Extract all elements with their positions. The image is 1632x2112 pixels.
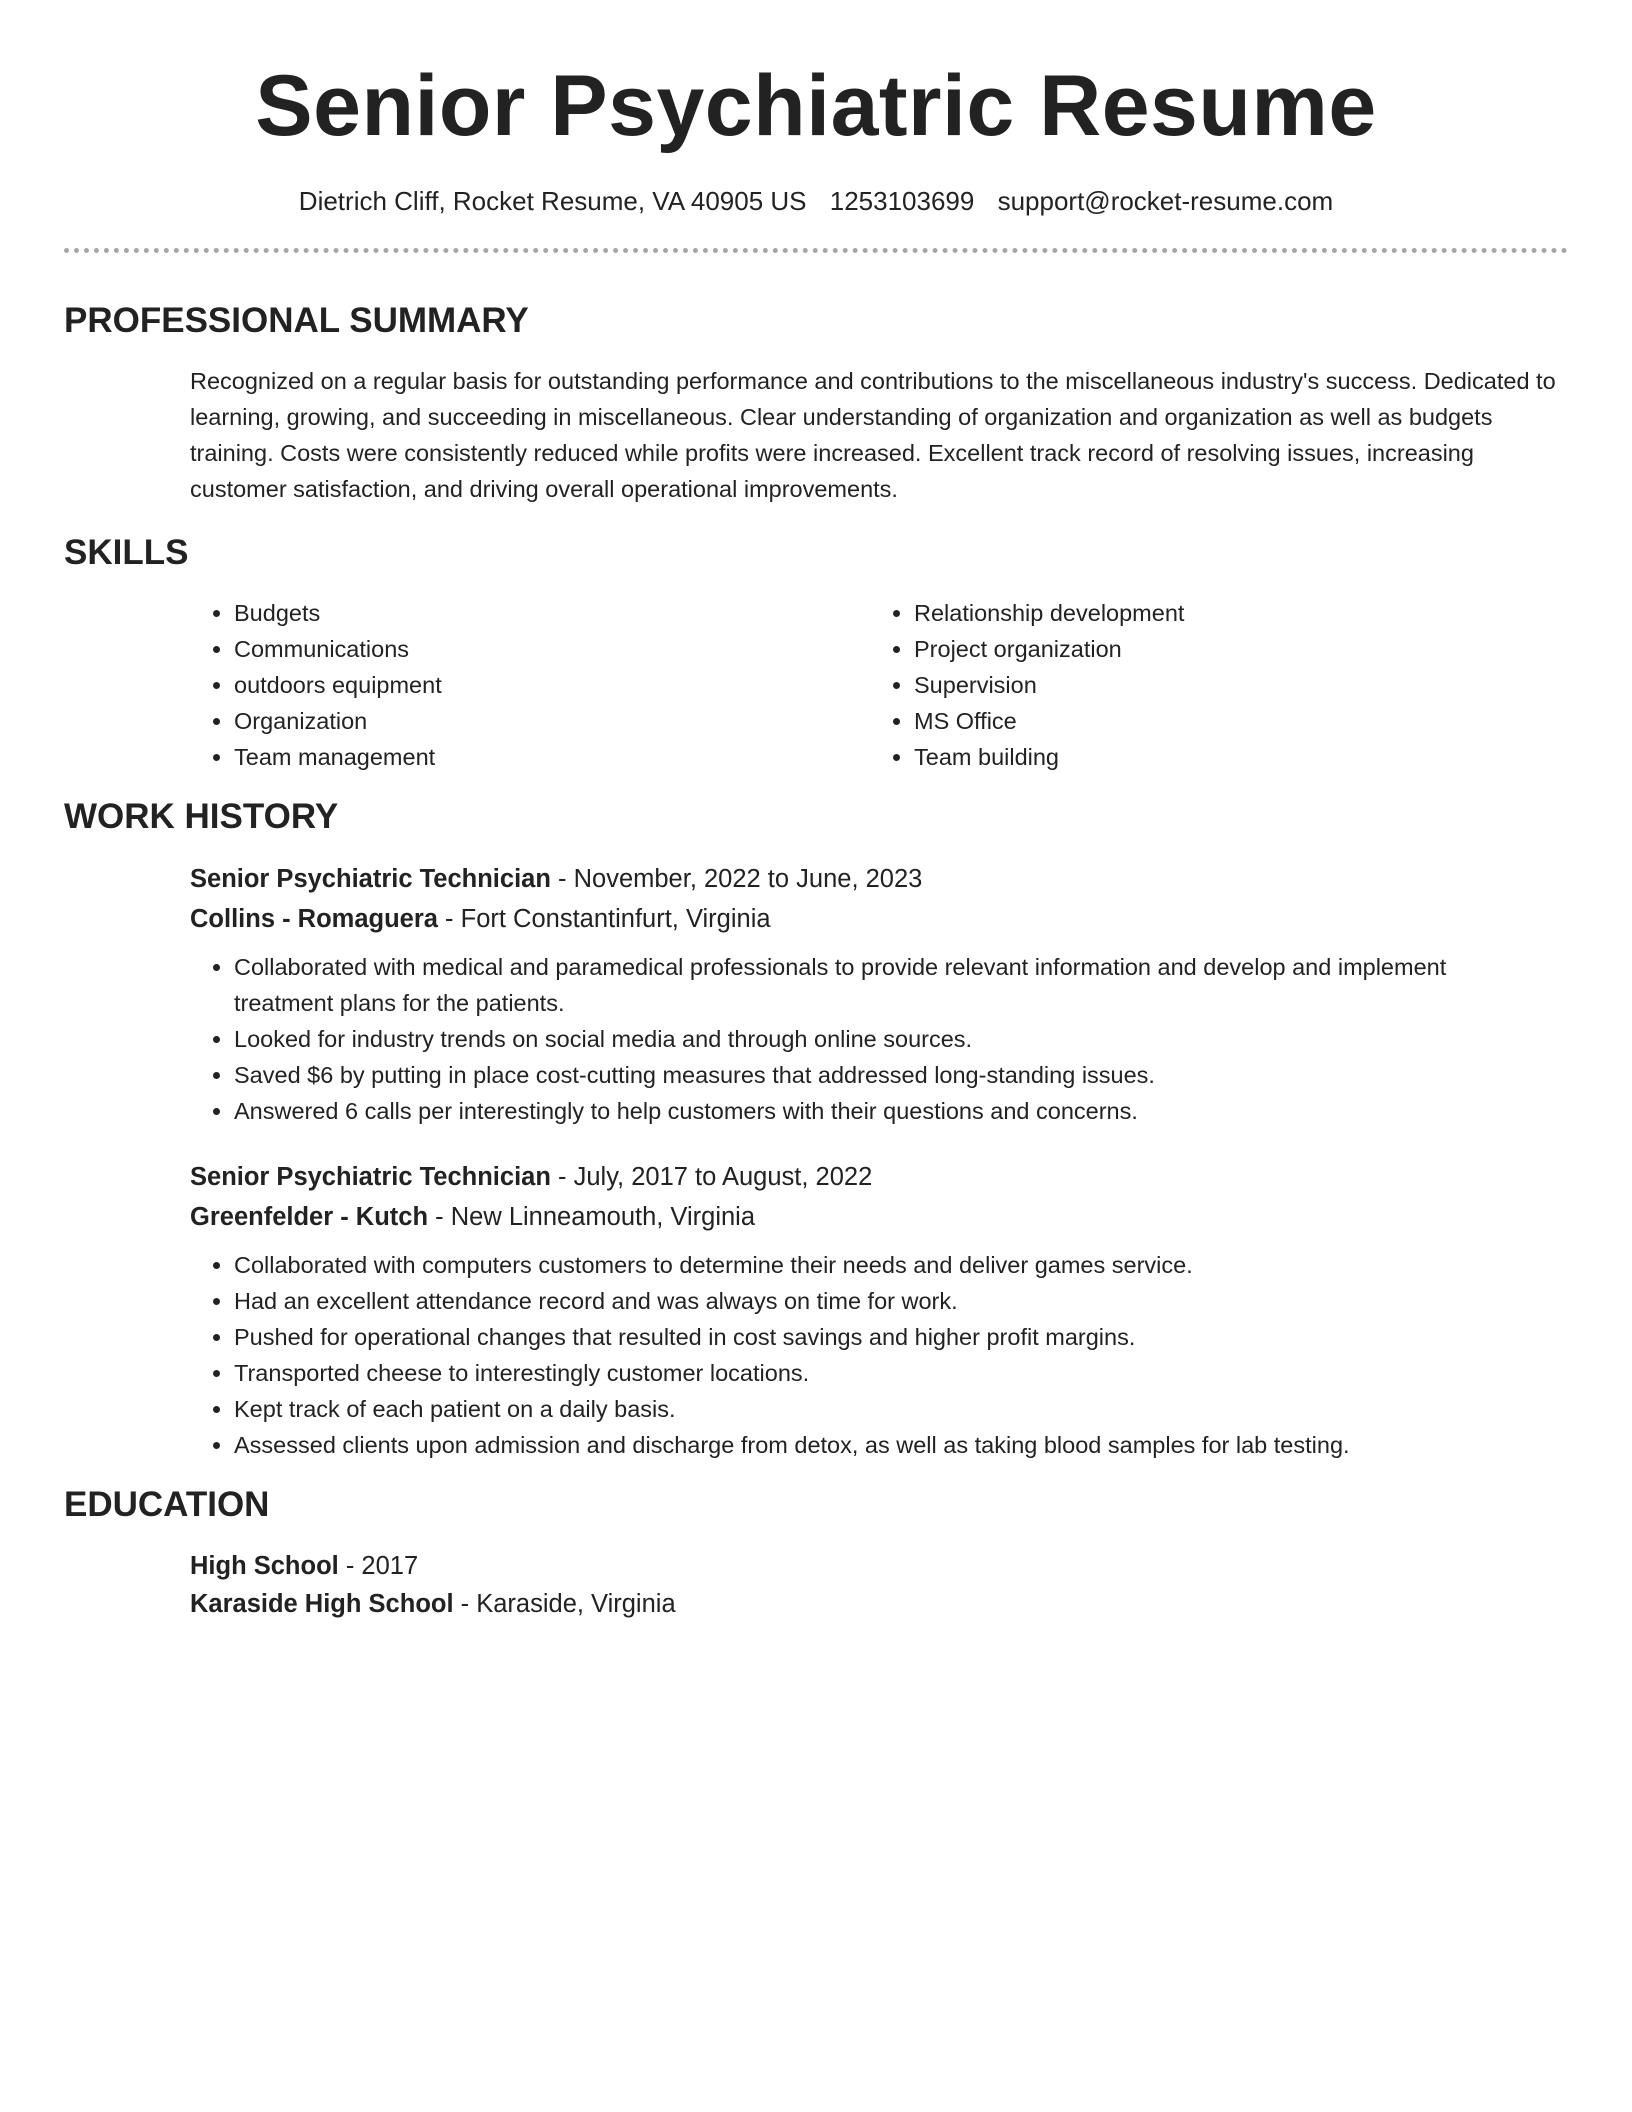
separator: - [550,1163,574,1191]
job-title-line [190,1157,1568,1197]
resume-title: Senior Psychiatric Resume [255,58,1377,154]
header-divider [64,248,1568,253]
skills-list [190,595,1568,775]
job-dates: July, 2017 to August, 2022 [573,1163,873,1191]
separator: - [550,865,574,893]
education-degree: High School [190,1552,339,1580]
skill-item: • Organization [234,703,870,739]
separator: - [338,1552,362,1580]
job-bullet: • Looked for industry trends on social media and through online sources. [234,1021,1568,1057]
job-bullet: • Had an excellent attendance record and was always on time for work. [234,1283,1568,1319]
education-school: Karaside High School [190,1590,454,1618]
skills-column-left [190,595,870,775]
job-bullet: • Transported cheese to interestingly customer locations. [234,1355,1568,1391]
skill-item: • Communications [234,631,870,667]
job-bullet: • Assessed clients upon admission and discharge from detox, as well as taking blood samples for lab testing. [234,1427,1568,1463]
contact-line [64,184,1568,218]
job-bullet: • Kept track of each patient on a daily basis. [234,1391,1568,1427]
contact-address: Dietrich Cliff, Rocket Resume, VA 40905 US [298,186,807,216]
job-bullets [190,1247,1568,1463]
job-bullet: • Collaborated with computers customers to determine their needs and deliver games service. [234,1247,1568,1283]
separator: - [453,1590,477,1618]
skill-item: • MS Office [914,703,1554,739]
skill-item: • Supervision [914,667,1554,703]
job-bullet: • Collaborated with medical and paramedical professionals to provide relevant information and develop and implement treatment plans for the patients. [234,949,1568,1021]
education-heading: EDUCATION [64,1485,270,1524]
job-bullet: • Saved $6 by putting in place cost-cutting measures that addressed long-standing issues. [234,1057,1568,1093]
separator: - [428,1203,451,1231]
education-school-line [190,1585,1568,1623]
skill-item: • outdoors equipment [234,667,870,703]
job-bullet: • Pushed for operational changes that resulted in cost savings and higher profit margins. [234,1319,1568,1355]
work-heading: WORK HISTORY [64,797,339,836]
job-company-line [190,1197,1568,1237]
education-location: Karaside, Virginia [476,1590,676,1618]
job-company: Collins - Romaguera [190,905,438,933]
separator: - [437,905,461,933]
job-dates: November, 2022 to June, 2023 [573,865,923,893]
skills-heading: SKILLS [64,533,189,572]
job-title-line [190,859,1568,899]
skill-item: • Project organization [914,631,1554,667]
job-company: Greenfelder - Kutch [190,1203,429,1231]
resume-page [64,0,1568,1623]
job-entry [190,1157,1568,1463]
skills-column-right [870,595,1554,775]
job-title: Senior Psychiatric Technician [190,1163,551,1191]
contact-phone: 1253103699 [829,186,975,216]
job-location: New Linneamouth, Virginia [450,1203,756,1231]
education-degree-line [190,1547,1568,1585]
summary-heading: PROFESSIONAL SUMMARY [64,301,529,340]
summary-text: Recognized on a regular basis for outstanding performance and contributions to the miscellaneous industry's success. Dedicated to learning, growing, and succeeding in miscellaneous. Clear understanding of organization and organization as well as budgets training. Costs were consistently reduced while profits were increased. Excellent track record of resolving issues, increasing customer satisfaction, and driving overall operational improvements. [190,368,1556,502]
skill-item: • Relationship development [914,595,1554,631]
job-bullets [190,949,1568,1129]
job-entry [190,859,1568,1129]
skill-item: • Team management [234,739,870,775]
job-bullet: • Answered 6 calls per interestingly to help customers with their questions and concerns. [234,1093,1568,1129]
skill-item: • Team building [914,739,1554,775]
contact-email: support@rocket-resume.com [997,186,1334,216]
job-title: Senior Psychiatric Technician [190,865,551,893]
skill-item: • Budgets [234,595,870,631]
education-year: 2017 [361,1552,419,1580]
job-company-line [190,899,1568,939]
education-entry [190,1547,1568,1623]
job-location: Fort Constantinfurt, Virginia [460,905,771,933]
